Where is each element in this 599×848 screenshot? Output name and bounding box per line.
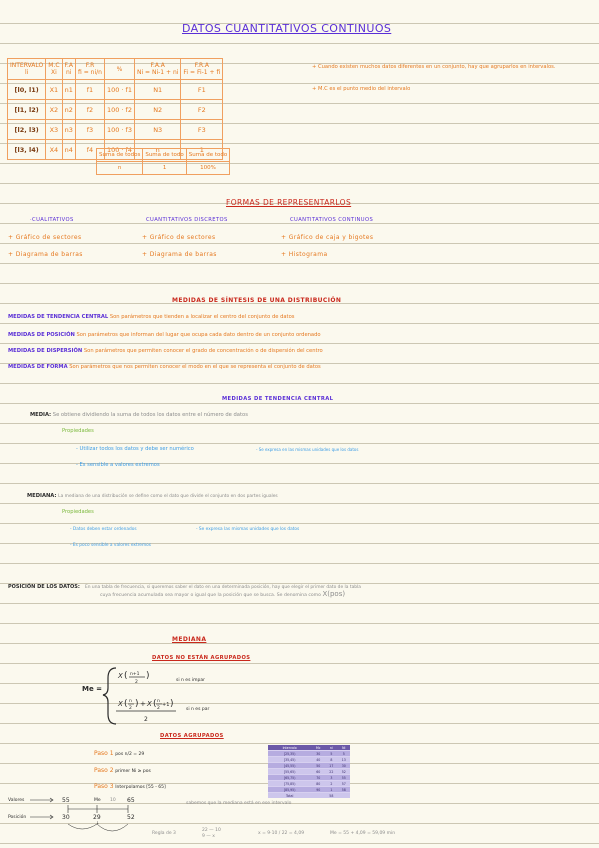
medida-tendencia-def: Son parámetros que tienden a localizar el centro del conjunto de datos bbox=[109, 314, 295, 320]
val-me: Me bbox=[94, 798, 101, 803]
svg-text:2: 2 bbox=[129, 706, 132, 711]
grouped-cell: 57 bbox=[338, 781, 350, 787]
freq-row bbox=[8, 80, 223, 100]
grouped-cell bbox=[311, 793, 325, 799]
x-equation: x = 9·10 / 22 = 4,09 bbox=[258, 831, 305, 836]
freq-cell: 100 · f2 bbox=[104, 100, 134, 120]
freq-header-formula: Fi = Fi-1 + fi bbox=[183, 69, 221, 76]
sum-label-cell: Suma de todos bbox=[97, 149, 143, 162]
grouped-header-cell: ni bbox=[325, 745, 337, 751]
regla-fraction bbox=[202, 828, 221, 840]
val-mid: 10 bbox=[110, 798, 116, 803]
freq-header-title: F.R bbox=[85, 62, 95, 69]
freq-cell: F2 bbox=[181, 100, 223, 120]
grouped-cell: [35,45) bbox=[268, 757, 311, 763]
formas-col3-item1: + Gráfico de caja y bigotes bbox=[281, 234, 374, 241]
medida-posicion-term: MEDIDAS DE POSICIÓN bbox=[8, 332, 75, 338]
mediana-prop1b: - Se expresa las mismas unidades que los datos bbox=[196, 527, 300, 532]
freq-header-5 bbox=[134, 59, 180, 80]
svg-text:+: + bbox=[140, 700, 146, 708]
medidas-title: MEDIDAS DE SÍNTESIS DE UNA DISTRIBUCIÓN bbox=[172, 297, 342, 304]
page-title: DATOS CUANTITATIVOS CONTINUOS bbox=[182, 22, 392, 35]
case2-label: si n es par bbox=[186, 707, 210, 712]
grouped-cell: 80 bbox=[311, 781, 325, 787]
mediana-prop2: - Es poco sensible a valores extremos bbox=[70, 543, 152, 548]
tendencia-title: MEDIDAS DE TENDENCIA CENTRAL bbox=[222, 396, 334, 402]
grouped-cell: 8 bbox=[325, 757, 337, 763]
formas-title: FORMAS DE REPRESENTARLOS bbox=[226, 198, 352, 207]
grouped-header-cell: Intervalo bbox=[268, 745, 311, 751]
paso2-text: primer Ni ≥ pos bbox=[115, 769, 151, 774]
freq-cell: f2 bbox=[76, 100, 105, 120]
freq-cell: X3 bbox=[46, 120, 62, 140]
medida-tendencia-term: MEDIDAS DE TENDENCIA CENTRAL bbox=[8, 314, 109, 320]
freq-cell: [l2, l3) bbox=[8, 120, 46, 140]
posicion-symbol: X(pos) bbox=[322, 590, 346, 598]
media-prop1: - Utilizar todos los datos y debe ser numérico bbox=[76, 446, 194, 452]
media-label: MEDIA: bbox=[30, 412, 52, 418]
freq-header-title: F.R.A bbox=[194, 62, 210, 69]
paso1-line bbox=[94, 750, 144, 757]
case1-den: 2 bbox=[135, 680, 138, 685]
medida-dispersion-def: Son parámetros que permiten conocer el grado de concentración o de dispersión del centro bbox=[83, 348, 323, 354]
grouped-cell: 30 bbox=[311, 751, 325, 757]
medida-forma-term: MEDIDAS DE FORMA bbox=[8, 364, 68, 370]
medida-forma bbox=[8, 364, 321, 370]
freq-cell: F1 bbox=[181, 80, 223, 100]
grouped-cell: 2 bbox=[325, 781, 337, 787]
sum-value-cell: 1 bbox=[143, 162, 186, 175]
grouped-cell: [55,65) bbox=[268, 769, 311, 775]
posicion-text2: cuya frecuencia acumulada sea mayor o igual que la posición que se busca. Se denomina como bbox=[100, 593, 321, 598]
freq-cell: n2 bbox=[62, 100, 76, 120]
freq-header-formula: Ni = Ni-1 + ni bbox=[136, 69, 179, 76]
formas-col3-title: CUANTITATIVOS CONTINUOS bbox=[290, 217, 374, 223]
pos-52: 52 bbox=[127, 814, 135, 821]
freq-row bbox=[8, 100, 223, 120]
mediana-def: La mediana de una distribución se define como el dato que divide el conjunto en dos partes iguales bbox=[58, 494, 278, 499]
freq-header-title: F.A.A bbox=[150, 62, 165, 69]
grouped-cell: 1 bbox=[325, 787, 337, 793]
frequency-table bbox=[7, 58, 223, 160]
svg-text:(: ( bbox=[153, 699, 157, 709]
note-intervalos: + Cuando existen muchos datos diferentes en un conjunto, hay que agruparlos en intervalos. bbox=[312, 64, 556, 70]
grouped-cell bbox=[338, 793, 350, 799]
case2-den: 2 bbox=[144, 716, 148, 723]
formas-col2-item1: + Gráfico de sectores bbox=[142, 234, 216, 241]
freq-header-title: % bbox=[116, 65, 123, 73]
sum-table bbox=[96, 148, 230, 175]
formula-brace bbox=[103, 668, 116, 724]
case1-label: si n es impar bbox=[176, 678, 205, 683]
mediana-line bbox=[27, 493, 278, 499]
grouped-header-cell: Ni bbox=[338, 745, 350, 751]
freq-header-4 bbox=[104, 59, 134, 80]
case1-num: n+1 bbox=[130, 672, 140, 677]
grouped-cell: 30 bbox=[338, 763, 350, 769]
freq-cell: N2 bbox=[134, 100, 180, 120]
grouped-cell: 13 bbox=[338, 757, 350, 763]
medida-forma-def: Son parámetros que nos permiten conocer el modo en el que se representa el conjunto de datos bbox=[69, 364, 321, 370]
sum-label-cell: Suma de todo bbox=[186, 149, 229, 162]
grouped-cell: 17 bbox=[325, 763, 337, 769]
freq-cell: F3 bbox=[181, 120, 223, 140]
freq-header-2 bbox=[62, 59, 76, 80]
posicion-line2 bbox=[100, 590, 345, 598]
paso3-line bbox=[94, 783, 166, 790]
posicion-row-label: Posición bbox=[8, 815, 27, 820]
grouped-cell: [65,75) bbox=[268, 775, 311, 781]
grouped-cell: 40 bbox=[311, 757, 325, 763]
pos-30: 30 bbox=[62, 814, 70, 821]
freq-cell: f4 bbox=[76, 140, 105, 160]
medida-posicion bbox=[8, 332, 321, 338]
medida-dispersion bbox=[8, 348, 323, 354]
pos-29: 29 bbox=[93, 814, 101, 821]
formas-col1-item2: + Diagrama de barras bbox=[8, 251, 83, 258]
medida-dispersion-term: MEDIDAS DE DISPERSIÓN bbox=[8, 348, 83, 354]
interval-note: sabemos que la mediana está en ese intervalo bbox=[186, 801, 292, 806]
mediana-label: MEDIANA: bbox=[27, 493, 57, 499]
freq-header-6 bbox=[181, 59, 223, 80]
paso1-text: pos n/2 = 29 bbox=[115, 752, 145, 757]
freq-cell: 100 · f4 bbox=[104, 140, 134, 160]
no-agrupados-title: DATOS NO ESTÁN AGRUPADOS bbox=[152, 655, 251, 661]
medida-posicion-def: Son parámetros que informan del lugar que ocupa cada dato dentro de un conjunto ordenado bbox=[76, 332, 321, 338]
regla-frac-num: 22 — 10 bbox=[202, 828, 221, 833]
svg-text:X: X bbox=[147, 700, 152, 708]
freq-cell: 1 bbox=[181, 140, 223, 160]
freq-cell: [l3, l4) bbox=[8, 140, 46, 160]
freq-cell: N1 bbox=[134, 80, 180, 100]
formas-col2-item2: + Diagrama de barras bbox=[142, 251, 217, 258]
posicion-text1: En una tabla de frecuencia, si queremos saber el dato en una determinada posición, hay que elegir el primer dato de la tabla bbox=[84, 585, 361, 590]
freq-header-0 bbox=[8, 59, 46, 80]
grouped-cell: [45,55) bbox=[268, 763, 311, 769]
mediana-prop1: - Datos deben estar ordenados bbox=[70, 527, 137, 532]
paso3-text: Interpolamos [55 - 65] bbox=[115, 785, 166, 790]
media-line bbox=[30, 412, 248, 418]
grouped-row bbox=[268, 793, 350, 799]
median-formula bbox=[100, 664, 260, 728]
freq-cell: f1 bbox=[76, 80, 105, 100]
grouped-cell: Total bbox=[268, 793, 311, 799]
svg-text:): ) bbox=[146, 671, 150, 681]
grouped-cell: 90 bbox=[311, 787, 325, 793]
paso2-line bbox=[94, 767, 151, 774]
mediana-prop-title: Propiedades bbox=[62, 509, 94, 515]
freq-header-1 bbox=[46, 59, 62, 80]
me-label: Me = bbox=[82, 685, 103, 693]
grouped-cell: 5 bbox=[338, 751, 350, 757]
mediana-title: MEDIANA bbox=[172, 636, 207, 643]
case2-num-b: n bbox=[157, 699, 160, 704]
freq-cell: X1 bbox=[46, 80, 62, 100]
media-def: Se obtiene dividiendo la suma de todos los datos entre el número de datos bbox=[52, 412, 248, 418]
freq-header-formula: fi = ni/n bbox=[78, 69, 102, 76]
freq-header-formula: ni bbox=[66, 69, 72, 76]
freq-header-title: INTERVALO bbox=[10, 62, 44, 69]
freq-header-title: F.A bbox=[64, 62, 74, 69]
valores-label: Valores bbox=[8, 798, 25, 803]
formas-col1-title: ·CUALITATIVOS bbox=[30, 217, 74, 223]
freq-cell: X2 bbox=[46, 100, 62, 120]
svg-text:2: 2 bbox=[157, 706, 160, 711]
sum-row-label bbox=[97, 149, 230, 162]
grouped-data-table bbox=[268, 745, 350, 798]
grouped-cell: 5 bbox=[325, 751, 337, 757]
sum-label-cell: Suma de todo bbox=[143, 149, 186, 162]
posicion-label: POSICIÓN DE LOS DATOS: bbox=[8, 584, 80, 590]
paso1-label: Paso 1 bbox=[94, 750, 114, 757]
sum-value-cell: 100% bbox=[186, 162, 229, 175]
media-prop-title: Propiedades bbox=[62, 428, 94, 434]
formas-col1-item1: + Gráfico de sectores bbox=[8, 234, 82, 241]
frequency-table-header bbox=[8, 59, 223, 80]
freq-cell: [l0, l1) bbox=[8, 80, 46, 100]
case2-plus: +1 bbox=[162, 702, 170, 708]
note-marca-clase: + M.C es el punto medio del intervalo bbox=[312, 86, 411, 92]
grouped-cell: 58 bbox=[338, 787, 350, 793]
freq-header-title: M.C bbox=[48, 62, 60, 69]
freq-cell: n3 bbox=[62, 120, 76, 140]
me-result: Me = 55 + 4,09 = 59,09 min bbox=[330, 831, 396, 836]
grouped-cell: 55 bbox=[338, 775, 350, 781]
media-prop2: - Es sensible a valores extremos bbox=[76, 462, 160, 468]
grouped-cell: [75,85) bbox=[268, 781, 311, 787]
svg-text:(: ( bbox=[124, 671, 128, 681]
regla-frac-den: 9 — x bbox=[202, 834, 215, 839]
freq-row bbox=[8, 120, 223, 140]
freq-header-formula: Xi bbox=[50, 69, 57, 76]
regla-label: Regla de 3 bbox=[152, 831, 176, 836]
media-prop1b: - Se expresa en las mismas unidades que los datos bbox=[256, 447, 359, 452]
grouped-header-cell: Mc bbox=[311, 745, 325, 751]
grouped-cell: [85,95) bbox=[268, 787, 311, 793]
grouped-cell: 70 bbox=[311, 775, 325, 781]
paso2-label: Paso 2 bbox=[94, 767, 114, 774]
case2-num-a: n bbox=[129, 699, 132, 704]
svg-text:(: ( bbox=[124, 699, 128, 709]
freq-header-3 bbox=[76, 59, 105, 80]
val-65: 65 bbox=[127, 797, 135, 804]
freq-cell: 100 · f1 bbox=[104, 80, 134, 100]
agrupados-title: DATOS AGRUPADOS bbox=[160, 733, 224, 739]
formas-col3-item2: + Histograma bbox=[281, 251, 328, 258]
sum-row-value bbox=[97, 162, 230, 175]
freq-cell: n bbox=[134, 140, 180, 160]
svg-text:): ) bbox=[170, 699, 174, 709]
svg-text:↓: ↓ bbox=[96, 820, 100, 825]
freq-cell: [l1, l2) bbox=[8, 100, 46, 120]
freq-cell: f3 bbox=[76, 120, 105, 140]
paso3-label: Paso 3 bbox=[94, 783, 114, 790]
grouped-cell: 3 bbox=[325, 775, 337, 781]
val-55: 55 bbox=[62, 797, 70, 804]
freq-cell: n1 bbox=[62, 80, 76, 100]
svg-text:): ) bbox=[135, 699, 139, 709]
freq-cell: n4 bbox=[62, 140, 76, 160]
freq-cell: N3 bbox=[134, 120, 180, 140]
grouped-cell: 52 bbox=[338, 769, 350, 775]
medida-tendencia bbox=[8, 314, 294, 320]
sum-value-cell: n bbox=[97, 162, 143, 175]
formas-col2-title: CUANTITATIVOS DISCRETOS bbox=[146, 217, 228, 223]
freq-cell: 100 · f3 bbox=[104, 120, 134, 140]
grouped-cell: 58 bbox=[325, 793, 337, 799]
freq-header-formula: li bbox=[24, 69, 29, 76]
freq-cell: X4 bbox=[46, 140, 62, 160]
svg-text:X: X bbox=[118, 700, 123, 708]
grouped-cell: 60 bbox=[311, 769, 325, 775]
grouped-cell: 50 bbox=[311, 763, 325, 769]
grouped-cell: 22 bbox=[325, 769, 337, 775]
grouped-cell: [25,35) bbox=[268, 751, 311, 757]
svg-text:X: X bbox=[118, 672, 123, 680]
